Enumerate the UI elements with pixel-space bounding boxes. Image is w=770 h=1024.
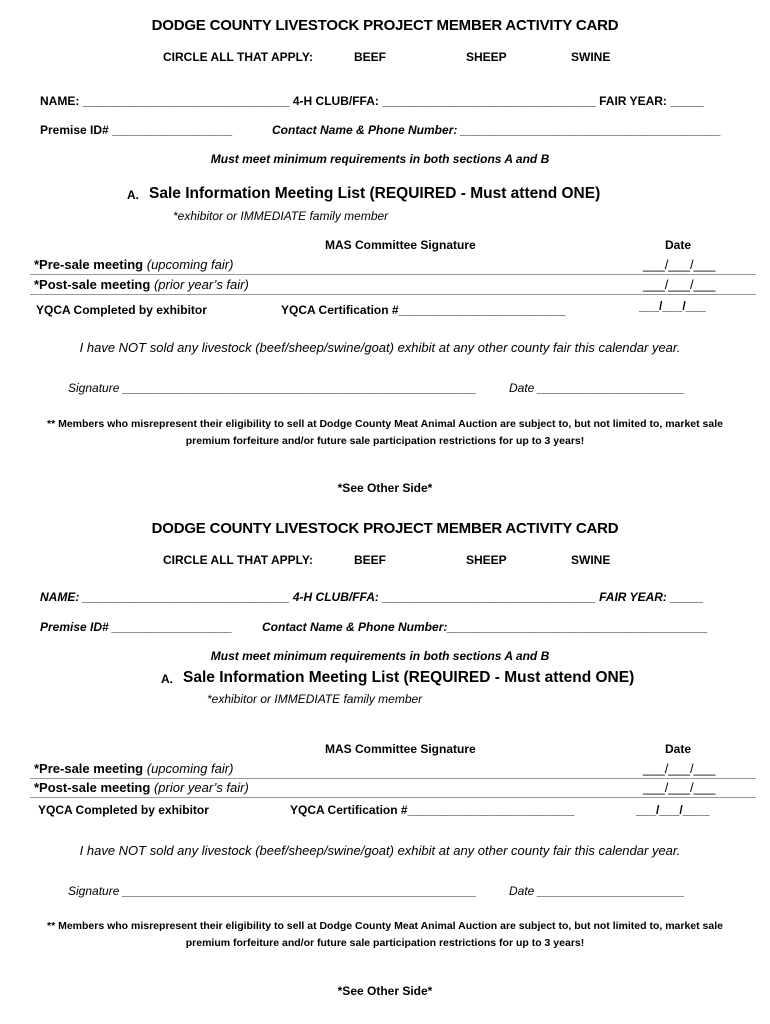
pre-sale-note: (upcoming fair) [146,761,234,776]
option-beef[interactable]: BEEF [354,50,387,64]
circle-label: CIRCLE ALL THAT APPLY: [163,553,313,567]
requirements-note: Must meet minimum requirements in both sections A and B [210,152,550,166]
circle-label: CIRCLE ALL THAT APPLY: [163,50,313,64]
date-header: Date [665,238,692,252]
pre-sale-note: (upcoming fair) [146,257,234,272]
option-sheep[interactable]: SHEEP [466,553,507,567]
row-divider [30,274,756,275]
see-other-side: *See Other Side* [337,984,433,998]
pre-sale-date[interactable]: ___/___/___ [643,761,716,776]
section-title: Sale Information Meeting List (REQUIRED - Must attend ONE) [149,185,601,202]
pre-sale-row [34,257,233,272]
warning-line-2: premium forfeiture and/or future sale participation restrictions for up to 3 years! [185,937,585,949]
no-sale-statement: I have NOT sold any livestock (beef/sheep/swine/goat) exhibit at any other county fair this calendar year. [79,843,681,858]
requirements-note: Must meet minimum requirements in both sections A and B [210,649,550,663]
pre-sale-label: *Pre-sale meeting [34,761,144,776]
yqca-date[interactable]: ___/___/___ [639,299,706,313]
post-sale-date[interactable]: ___/___/___ [643,277,716,292]
yqca-date[interactable]: ___/___/____ [636,803,710,817]
post-sale-row [34,277,249,292]
section-letter: A. [127,188,139,202]
section-title: Sale Information Meeting List (REQUIRED - Must attend ONE) [183,669,635,686]
option-sheep[interactable]: SHEEP [466,50,507,64]
option-beef[interactable]: BEEF [354,553,387,567]
name-club-fair-year-line[interactable]: NAME: _______________________________ 4-H CLUB/FFA: ________________________________ FAIR YEAR: _____ [40,94,704,108]
premise-id-field[interactable]: Premise ID# __________________ [40,620,233,634]
card-title: DODGE COUNTY LIVESTOCK PROJECT MEMBER ACTIVITY CARD [151,520,619,537]
date-field[interactable]: Date ______________________ [509,381,685,395]
yqca-certification-field[interactable]: YQCA Certification #_________________________ [290,803,575,817]
exhibitor-note: *exhibitor or IMMEDIATE family member [207,692,423,706]
warning-line-1: ** Members who misrepresent their eligibility to sell at Dodge County Meat Animal Auction are subject to, but not limited to, market sale [46,920,723,932]
date-field[interactable]: Date ______________________ [509,884,685,898]
mas-signature-header: MAS Committee Signature [325,238,476,252]
yqca-certification-field[interactable]: YQCA Certification #_________________________ [281,303,566,317]
post-sale-label: *Post-sale meeting [34,780,151,795]
premise-id-field[interactable]: Premise ID# __________________ [40,123,233,137]
pre-sale-row [34,761,233,776]
card-title: DODGE COUNTY LIVESTOCK PROJECT MEMBER ACTIVITY CARD [151,17,619,34]
post-sale-note: (prior year’s fair) [153,780,249,795]
date-header: Date [665,742,692,756]
no-sale-statement: I have NOT sold any livestock (beef/sheep/swine/goat) exhibit at any other county fair this calendar year. [79,340,681,355]
name-club-fair-year-line[interactable]: NAME: _______________________________ 4-H CLUB/FFA: ________________________________ FAIR YEAR: _____ [40,590,704,604]
post-sale-row [34,780,249,795]
signature-field[interactable]: Signature _____________________________________________________ [68,884,477,898]
row-divider [30,797,756,798]
see-other-side: *See Other Side* [337,481,433,495]
option-swine[interactable]: SWINE [571,553,611,567]
pre-sale-date[interactable]: ___/___/___ [643,257,716,272]
post-sale-label: *Post-sale meeting [34,277,151,292]
warning-line-2: premium forfeiture and/or future sale participation restrictions for up to 3 years! [185,435,585,447]
yqca-completed-label: YQCA Completed by exhibitor [36,303,207,317]
pre-sale-label: *Pre-sale meeting [34,257,144,272]
exhibitor-note: *exhibitor or IMMEDIATE family member [173,209,389,223]
option-swine[interactable]: SWINE [571,50,611,64]
row-divider [30,778,756,779]
warning-line-1: ** Members who misrepresent their eligibility to sell at Dodge County Meat Animal Auction are subject to, but not limited to, market sale [46,418,723,430]
post-sale-note: (prior year’s fair) [153,277,249,292]
post-sale-date[interactable]: ___/___/___ [643,780,716,795]
mas-signature-header: MAS Committee Signature [325,742,476,756]
signature-field[interactable]: Signature _____________________________________________________ [68,381,477,395]
yqca-completed-label: YQCA Completed by exhibitor [38,803,209,817]
section-letter: A. [161,672,173,686]
contact-field[interactable]: Contact Name & Phone Number: _______________________________________ [272,123,721,137]
row-divider [30,294,756,295]
contact-field[interactable]: Contact Name & Phone Number:_______________________________________ [262,620,708,634]
